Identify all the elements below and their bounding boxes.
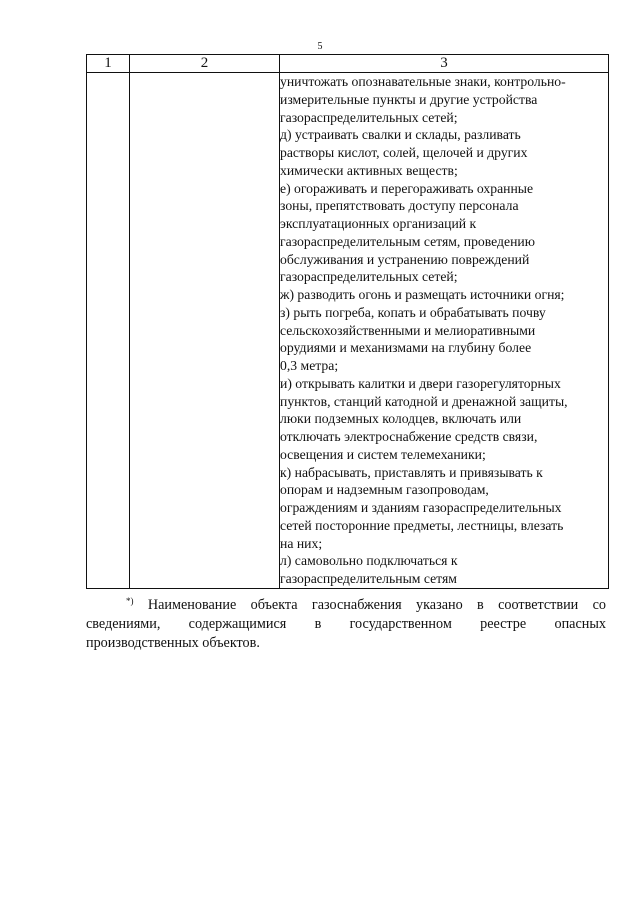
footnote-text: Наименование объекта газоснабжения указано в соответствии со (147, 597, 607, 613)
text-line: е) огораживать и перегораживать охранные (280, 180, 534, 196)
text-line: сельскохозяйственными и мелиоративными (280, 322, 536, 338)
table-cell-col1 (87, 73, 130, 589)
text-line: к) набрасывать, приставлять и привязывать к (280, 464, 543, 480)
text-line: люки подземных колодцев, включать или (280, 411, 522, 427)
column-header-1: 1 (87, 55, 130, 73)
text-line: л) самовольно подключаться к (280, 553, 458, 569)
text-line: газораспределительным сетям (280, 571, 457, 586)
footnote-line: производственных объектов. (86, 635, 260, 651)
text-line: опорам и надземным газопроводам, (280, 482, 489, 498)
text-line: измерительные пункты и другие устройства (280, 91, 538, 107)
footnote-marker: *) (126, 596, 134, 606)
text-line: ж) разводить огонь и размещать источники огня; (280, 287, 565, 302)
text-line: уничтожать опознавательные знаки, контрольно- (280, 74, 566, 89)
text-line: газораспределительных сетей; (280, 269, 458, 285)
table-header-row (87, 55, 609, 73)
footnote-line: сведениями, содержащимися в государственном реестре опасных (86, 616, 606, 632)
text-line: газораспределительным сетям, проведению (280, 233, 535, 249)
footnote-line (86, 592, 606, 615)
table-row (87, 73, 609, 589)
text-line: сетей посторонние предметы, лестницы, влезать (280, 517, 564, 533)
text-line: растворы кислот, солей, щелочей и других (280, 145, 528, 160)
text-line: д) устраивать свалки и склады, разливать (280, 127, 521, 143)
text-line: газораспределительных сетей; (280, 109, 458, 125)
text-line: и) открывать калитки и двери газорегуляторных (280, 375, 561, 391)
text-line: на них; (280, 535, 323, 551)
column-header-2: 2 (130, 55, 280, 73)
table-cell-col3 (280, 73, 609, 589)
footnote (86, 592, 606, 653)
text-line: отключать электроснабжение средств связи, (280, 429, 538, 444)
text-line: орудиями и механизмами на глубину более (280, 340, 532, 356)
text-line: химически активных веществ; (280, 162, 458, 178)
text-line: 0,3 метра; (280, 358, 339, 373)
text-line: обслуживания и устранению повреждений (280, 251, 530, 267)
text-line: освещения и систем телемеханики; (280, 446, 486, 462)
table-cell-col2 (130, 73, 280, 589)
text-line: з) рыть погреба, копать и обрабатывать почву (280, 304, 546, 320)
text-line: пунктов, станций катодной и дренажной защиты, (280, 393, 568, 409)
page-number: 5 (317, 41, 323, 52)
text-line: эксплуатационных организаций к (280, 216, 477, 231)
text-line: ограждениям и зданиям газораспределительных (280, 500, 562, 515)
column-header-3: 3 (280, 55, 609, 73)
document-table (86, 54, 609, 589)
text-line: зоны, препятствовать доступу персонала (280, 198, 519, 214)
